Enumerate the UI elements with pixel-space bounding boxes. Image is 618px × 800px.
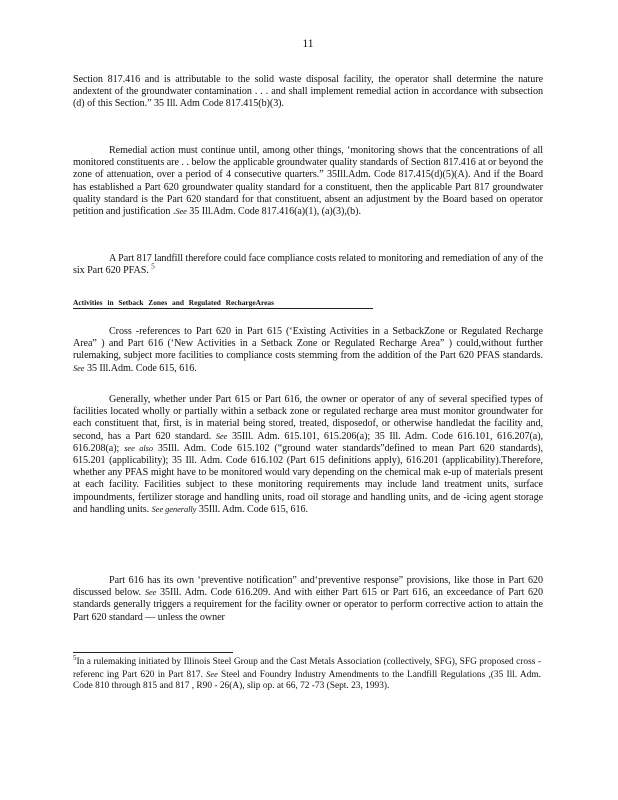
- footnote: [73, 653, 541, 693]
- paragraph-2-text: Remedial action must continue until, among other things, ‘monitoring shows that the concentrations of all monitored constituents are . . below the applicable groundwater quality standards of Section 817.416 at or beyond the zone of attenuation, over a period of 4 consecutive quarters.” 35Ill.Adm. Code 817.415(d)(5)(A). And if the Board has established a Part 620 groundwater quality standard for a constituent, then the applicable Part 817 groundwater quality standard is the Part 620 standard for that constituent, absent an adjustment by the Board based on operator petition and justification .: [73, 145, 543, 218]
- paragraph-5-signal-see-generally: See generally: [151, 504, 197, 514]
- paragraph-2-citation: 35 Ill.Adm. Code 817.416(a)(1), (a)(3),(b).: [186, 206, 361, 218]
- paragraph-4: [73, 326, 543, 375]
- paragraph-6-text: Part 616 has its own ‘preventive notification” and‘preventive response” provisions, like those in Part 620 discussed below.: [73, 575, 543, 599]
- paragraph-4-citation: 35 Ill.Adm. Code 615, 616.: [84, 362, 197, 374]
- footnote-mark: 5: [73, 653, 77, 662]
- paragraph-6-signal: See: [144, 588, 157, 598]
- paragraph-6: [73, 575, 543, 624]
- footnote-citation: Steel and Foundry Industry Amendments to the Landfill Regulations ,(35 Ill. Adm. Code 810 through 815 and 817 , R90 - 26(A), slip op. at 66, 72 -73 (Sept. 23, 1993).: [73, 669, 541, 692]
- paragraph-5: [73, 394, 543, 516]
- footnote-reference: 5: [151, 262, 155, 271]
- paragraph-4-signal: See: [73, 363, 85, 373]
- paragraph-2-signal: See: [175, 207, 187, 217]
- paragraph-5-text: Generally, whether under Part 615 or Part 616, the owner or operator of any of several specified types of facilities located wholly or partially within a setback zone or regulated recharge area must monitor groundwater for each constituent that, first, is in material being stored, treated, disposedof, or otherwise handledat the facility and, second, has a Part 620 standard.: [73, 394, 543, 442]
- paragraph-2: [73, 145, 543, 218]
- paragraph-5-signal-see-also: see also: [124, 443, 153, 453]
- footnote-divider: [73, 652, 233, 653]
- paragraph-5-signal-see: See: [215, 431, 228, 441]
- paragraph-1: Section 817.416 and is attributable to the solid waste disposal facility, the operator shall determine the nature andextent of the groundwater contamination . . . and shall implement remedial action in accordance with subsection (d) of this Section.” 35 Ill. Adm Code 817.415(b)(3).: [73, 74, 543, 110]
- section-heading: Activities in Setback Zones and Regulated RechargeAreas: [73, 298, 373, 309]
- paragraph-5-citation-2: 35Ill. Adm. Code 615.102 (“ground water standards”defined to mean Part 620 standards), 615.201 (applicability); 35 Ill. Adm. Code 616.102 (Part 615 definitions apply), 616.201 (applicability).Therefore, whether any PFAS might have to be monitored would vary depending on the chemical mak e-up of materials present at each facility. Facilities subject to these monitoring requirements may include land treatment units, surface impoundments, fertilizer storage and handling units, road oil storage and handling units, and de -icing agent storage and handling units.: [73, 442, 543, 515]
- paragraph-5-citation-1: 35Ill. Adm. 615.101, 615.206(a); 35 Ill. Adm. Code 616.101, 616.207(a), 616.208(a);: [73, 430, 543, 454]
- footnote-signal: See: [206, 669, 218, 679]
- paragraph-3-text: A Part 817 landfill therefore could face compliance costs related to monitoring and remediation of any of the six Part 620 PFAS.: [73, 253, 543, 277]
- paragraph-4-text: Cross -references to Part 620 in Part 615 (‘Existing Activities in a SetbackZone or Regulated Recharge Area” ) and Part 616 (‘New Activities in a Setback Zone or Regulated Recharge Area” ) could,without further rulemaking, subject more facilities to compliance costs stemming from the addition of the Part 620 PFAS standards.: [73, 326, 543, 362]
- paragraph-6-continuation: 35Ill. Adm. Code 616.209. And with either Part 615 or Part 616, an exceedance of Part 620 standards generally triggers a requirement for the facility owner or operator to perform corrective action to attain the Part 620 standard — unless the owner: [73, 587, 543, 623]
- footnote-text: In a rulemaking initiated by Illinois Steel Group and the Cast Metals Association (collectively, SFG), SFG proposed cross - referenc ing Part 620 in Part 817.: [73, 657, 541, 680]
- paragraph-5-citation-3: 35Ill. Adm. Code 615, 616.: [196, 503, 308, 515]
- paragraph-3: [73, 253, 543, 277]
- page-number: 11: [302, 38, 314, 50]
